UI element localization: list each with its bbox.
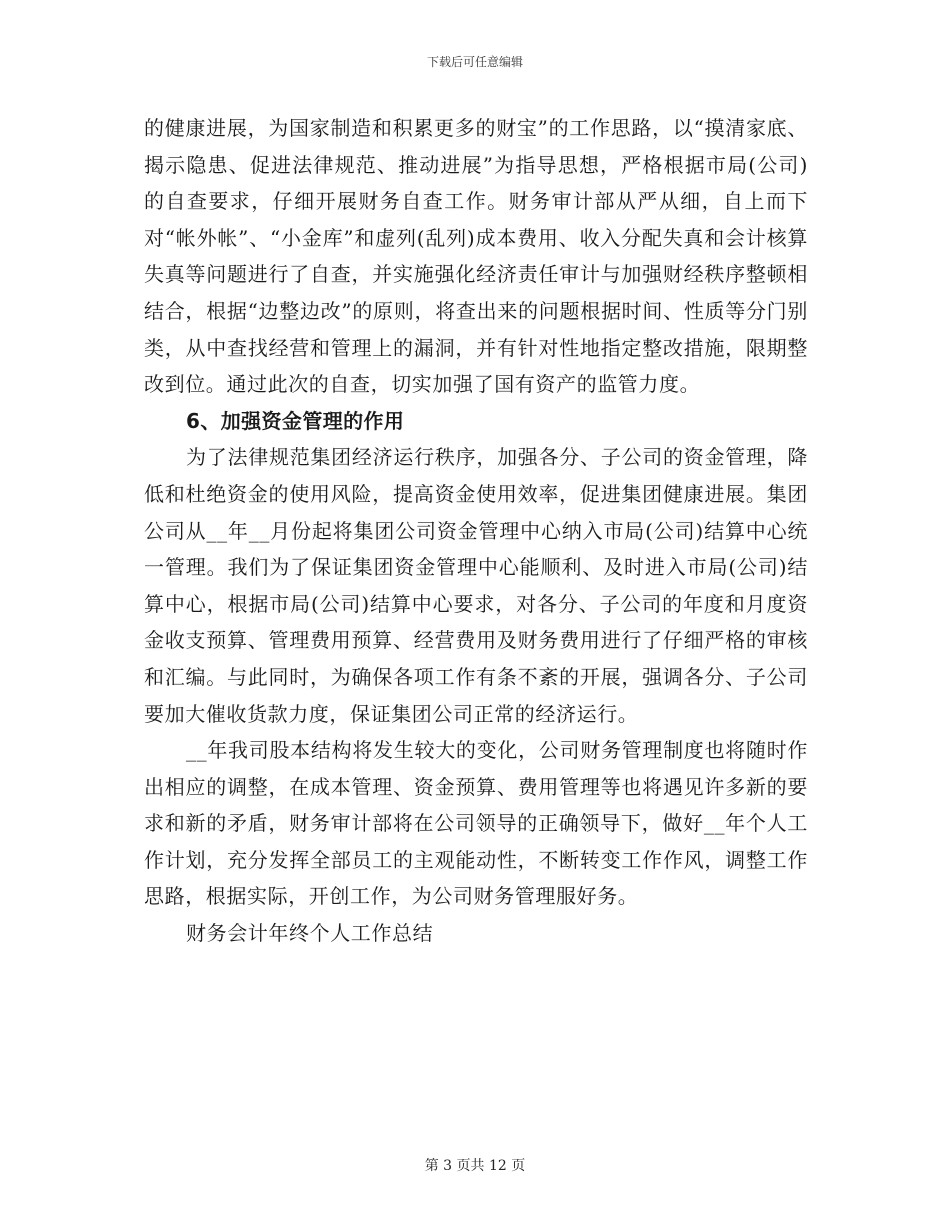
page-number: 第 3 页共 12 页 bbox=[424, 1158, 526, 1174]
section-heading-fund-management: 6、加强资金管理的作用 bbox=[186, 408, 405, 433]
paragraph-audit-selfcheck: 的健康进展，为国家制造和积累更多的财宝”的工作思路，以“摸清家底、揭示隐患、促进法律规范、推动进展”为指导思想，严格根据市局(公司)的自查要求，仔细开展财务自查工作。财务审计部从严从细，自上而下对“帐外帐”、“小金库”和虚列(乱列)成本费用、收入分配失真和会计核算失真等问题进行了自查，并实施强化经济责任审计与加强财经秩序整顿相结合，根据“边整边改”的原则，将查出来的问题根据时间、性质等分门别类，从中查找经营和管理上的漏洞，并有针对性地指定整改措施，限期整改到位。通过此次的自查，切实加强了国有资产的监管力度。 bbox=[144, 116, 808, 397]
page-header: 下载后可任意编辑 bbox=[426, 55, 523, 69]
document-body bbox=[144, 110, 808, 952]
paragraph-future-plan: __年我司股本结构将发生较大的变化，公司财务管理制度也将随时作出相应的调整，在成本管理、资金预算、费用管理等也将遇见许多新的要求和新的矛盾，财务审计部将在公司领导的正确领导下，做好__年个人工作计划，充分发挥全部员工的主观能动性，不断转变工作作风，调整工作思路，根据实际，开创工作，为公司财务管理服好务。 bbox=[144, 738, 808, 909]
paragraph-next-title: 财务会计年终个人工作总结 bbox=[186, 921, 434, 946]
paragraph-fund-management: 为了法律规范集团经济运行秩序，加强各分、子公司的资金管理，降低和杜绝资金的使用风险，提高资金使用效率，促进集团健康进展。集团公司从__年__月份起将集团公司资金管理中心纳入市局(公司)结算中心统一管理。我们为了保证集团资金管理中心能顺利、及时进入市局(公司)结算中心，根据市局(公司)结算中心要求，对各分、子公司的年度和月度资金收支预算、管理费用预算、经营费用及财务费用进行了仔细严格的审核和汇编。与此同时，为确保各项工作有条不紊的开展，强调各分、子公司要加大催收货款力度，保证集团公司正常的经济运行。 bbox=[144, 445, 808, 726]
